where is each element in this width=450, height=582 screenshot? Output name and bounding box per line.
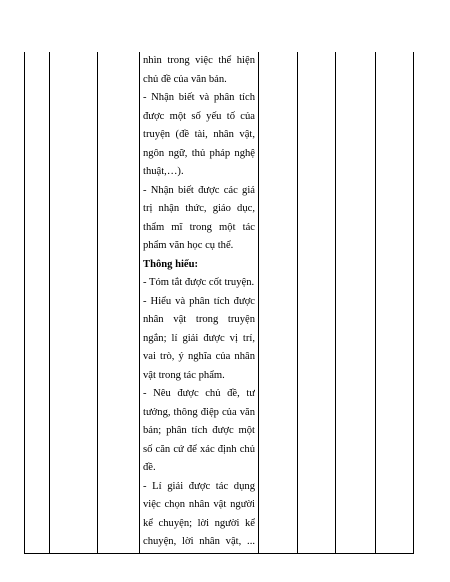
- text-line: đề.: [143, 462, 156, 473]
- text-line: - Nhận biết và phân tích: [143, 92, 255, 103]
- skill-description-cell: [143, 52, 255, 552]
- text-line: phẩm văn học cụ thể.: [143, 240, 234, 251]
- text-line: tưởng, thông điệp của văn: [143, 406, 255, 418]
- text-line: vai trò, ý nghĩa của nhân: [143, 351, 255, 362]
- text-line: bản; phân tích được một: [143, 425, 255, 436]
- text-line: nhìn trong việc thể hiện: [143, 55, 255, 66]
- text-line: nhân vật trong truyện: [143, 314, 255, 325]
- text-line: chủ đề của văn bản.: [143, 73, 227, 85]
- section-heading: Thông hiểu:: [143, 258, 199, 270]
- text-line: - Nhận biết được các giá: [143, 184, 255, 196]
- text-line: việc chọn nhân vật người: [143, 499, 255, 510]
- text-line: thẩm mĩ trong một tác: [143, 221, 255, 233]
- text-line: - Nêu được chủ đề, tư: [143, 388, 255, 399]
- text-line: ngôn ngữ, thủ pháp nghệ: [143, 147, 255, 159]
- text-line: - Lí giải được tác dụng: [143, 480, 255, 492]
- text-line: trị nhận thức, giáo dục,: [143, 203, 255, 214]
- text-line: kể chuyện; lời người kể: [143, 517, 255, 529]
- text-line: - Tóm tắt được cốt truyện.: [143, 277, 255, 288]
- text-line: vật trong tác phẩm.: [143, 369, 225, 381]
- text-line: số căn cứ để xác định chủ: [143, 443, 255, 455]
- text-line: chuyện, lời nhân vật, ...: [143, 536, 255, 547]
- text-line: ngắn; lí giải được vị trí,: [143, 332, 255, 344]
- text-line: truyện (đề tài, nhân vật,: [143, 129, 255, 140]
- text-line: - Hiểu và phân tích được: [143, 295, 255, 307]
- text-line: được một số yếu tố của: [143, 110, 255, 122]
- text-line: thuật,…).: [143, 166, 184, 177]
